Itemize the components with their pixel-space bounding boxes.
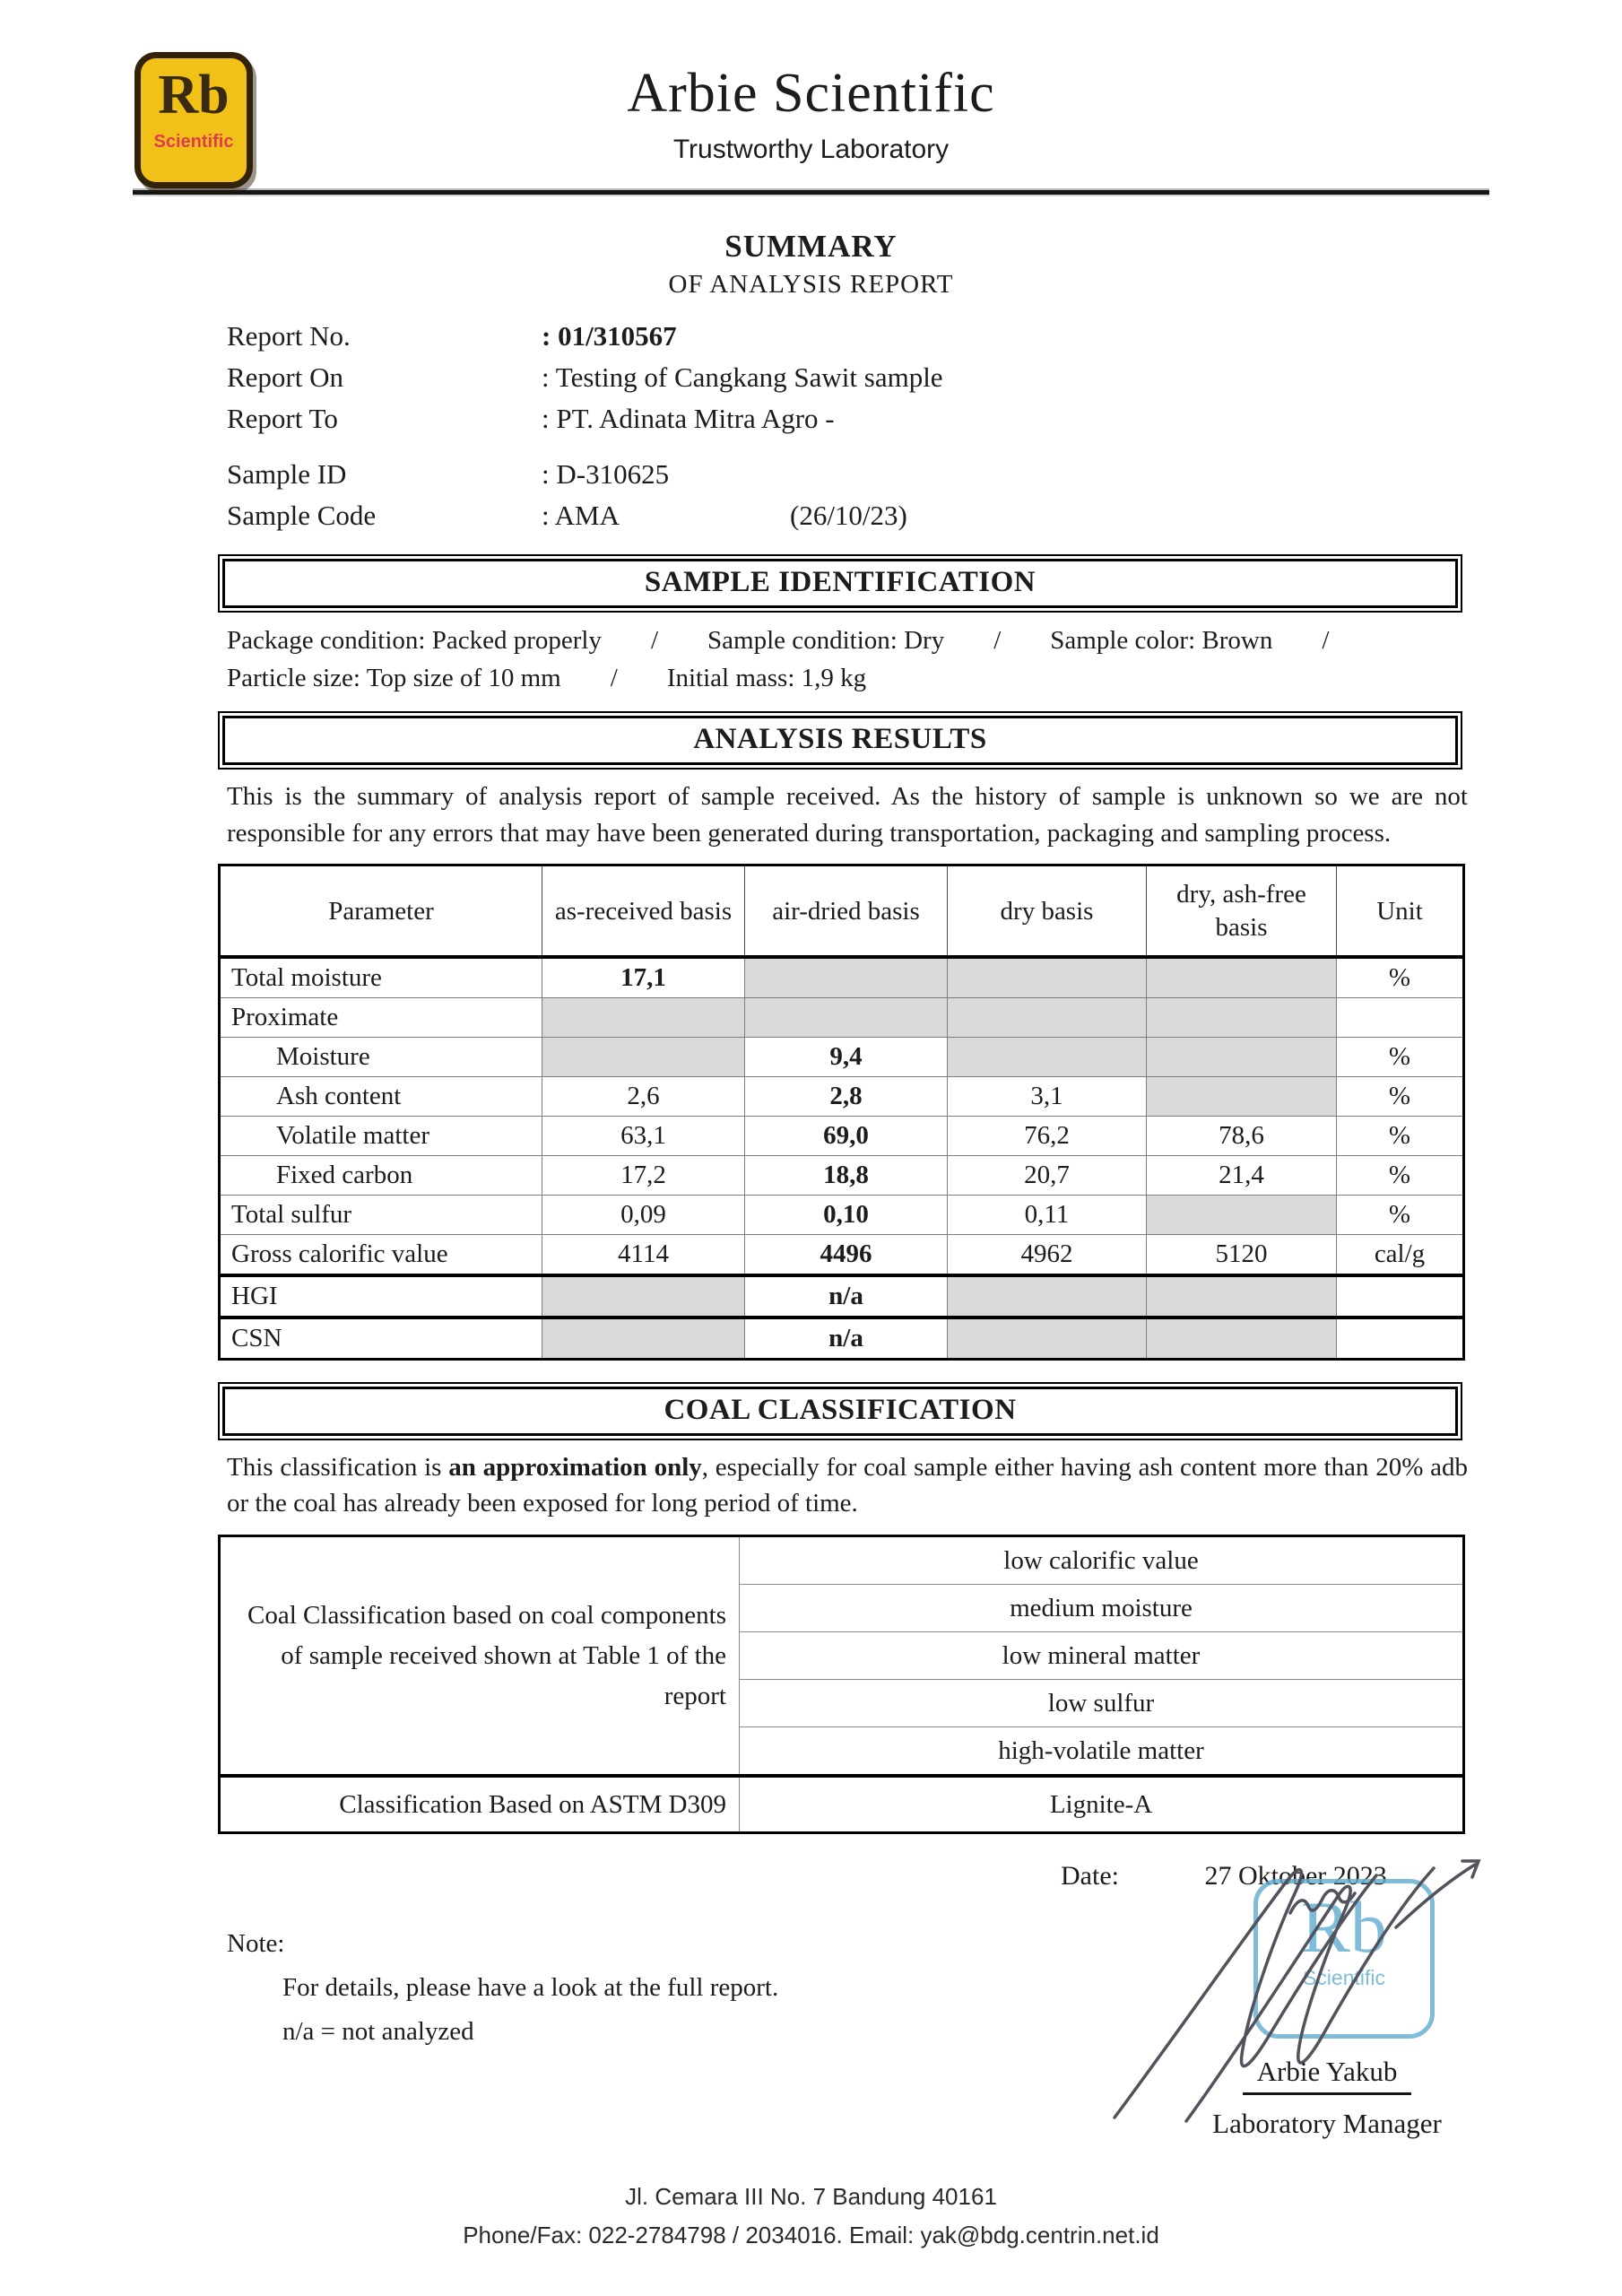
table-row-moisture [220, 1037, 1464, 1076]
sample-identification-title: SAMPLE IDENTIFICATION [222, 559, 1458, 608]
company-title: Arbie Scientific [627, 63, 995, 124]
unit-cell [1337, 997, 1464, 1037]
value-cell: 21,4 [1147, 1155, 1337, 1195]
report-on-value: : Testing of Cangkang Sawit sample [542, 361, 943, 394]
col-parameter: Parameter [220, 865, 542, 957]
unit-cell: % [1337, 1037, 1464, 1076]
na-cell [948, 1275, 1147, 1318]
astm-label-cell: Classification Based on ASTM D309 [220, 1776, 740, 1833]
table-row-ash-content [220, 1076, 1464, 1116]
report-on-label: Report On [227, 361, 344, 394]
col-daf-basis: dry, ash-free basis [1147, 865, 1337, 957]
unit-cell: cal/g [1337, 1234, 1464, 1275]
sample-code-value: : AMA [542, 500, 620, 532]
sample-id-line-1 [227, 622, 1462, 659]
stamp-scientific-label: Scientific [1302, 1966, 1386, 1989]
sample-code-row [227, 495, 1462, 536]
sample-color: Sample color: Brown [1050, 626, 1273, 656]
date-value: 27 Oktober 2023 [1204, 1861, 1387, 1892]
package-condition: Package condition: Packed properly [227, 626, 602, 656]
report-to-value: : PT. Adinata Mitra Agro - [542, 403, 835, 435]
note-line-2: n/a = not analyzed [282, 2017, 474, 2047]
analysis-table [218, 864, 1465, 1361]
value-cell: 0,09 [542, 1195, 745, 1234]
sample-id-label: Sample ID [227, 458, 347, 491]
classification-table [218, 1535, 1465, 1834]
value-cell: 4962 [948, 1234, 1147, 1275]
sample-id-value: : D-310625 [542, 458, 670, 491]
classification-note-bold: an approximation only [448, 1452, 702, 1482]
classification-note-post: , especially for coal sample either having ash content more than 20% adb or the coal has already been exposed for long period of time. [227, 1452, 1469, 1518]
classification-note-pre: This classification is [227, 1452, 449, 1482]
classification-row [220, 1536, 1464, 1585]
value-cell: 5120 [1147, 1234, 1337, 1275]
criterion-calorific: low calorific value [740, 1536, 1464, 1585]
unit-cell: % [1337, 1195, 1464, 1234]
param-cell: Moisture [220, 1037, 542, 1076]
logo-rb-symbol: Rb [158, 65, 230, 126]
coal-classification-title: COAL CLASSIFICATION [222, 1387, 1458, 1436]
value-cell: 0,10 [745, 1195, 948, 1234]
particle-size: Particle size: Top size of 10 mm [227, 664, 561, 693]
na-cell [542, 1037, 745, 1076]
na-cell [1147, 1318, 1337, 1360]
value-cell: 76,2 [948, 1116, 1147, 1155]
classification-astm-row [220, 1776, 1464, 1833]
table-row-fixed-carbon [220, 1155, 1464, 1195]
slash-separator: / [993, 626, 1002, 656]
na-cell [1147, 957, 1337, 998]
col-dry-basis: dry basis [948, 865, 1147, 957]
table-row-volatile-matter [220, 1116, 1464, 1155]
na-cell [948, 997, 1147, 1037]
table-row-hgi [220, 1275, 1464, 1318]
col-air-dried: air-dried basis [745, 865, 948, 957]
criterion-mineral: low mineral matter [740, 1632, 1464, 1680]
classification-basis-cell: Coal Classification based on coal components of sample received shown at Table 1 of the report [220, 1536, 740, 1777]
value-cell: 17,1 [542, 957, 745, 998]
value-cell: 4114 [542, 1234, 745, 1275]
signer-role: Laboratory Manager [1212, 2108, 1442, 2139]
na-cell [948, 1037, 1147, 1076]
sample-id-line-2 [227, 659, 1462, 697]
param-cell: HGI [220, 1275, 542, 1318]
value-cell: 2,6 [542, 1076, 745, 1116]
table-row-gross-calorific-value [220, 1234, 1464, 1275]
report-on-row [227, 357, 1462, 398]
analysis-results-title: ANALYSIS RESULTS [222, 716, 1458, 765]
signer-name-text: Arbie Yakub [1243, 2056, 1412, 2095]
footer-contact: Phone/Fax: 022-2784798 / 2034016. Email: yak@bdg.centrin.net.id [463, 2221, 1159, 2248]
na-cell [1147, 1076, 1337, 1116]
company-subtitle: Trustworthy Laboratory [672, 135, 950, 165]
value-cell: n/a [745, 1318, 948, 1360]
na-cell [745, 997, 948, 1037]
value-cell: 78,6 [1147, 1116, 1337, 1155]
value-cell: n/a [745, 1275, 948, 1318]
sample-code-date: (26/10/23) [790, 500, 907, 532]
table-row-total-sulfur [220, 1195, 1464, 1234]
na-cell [1147, 1195, 1337, 1234]
na-cell [1147, 997, 1337, 1037]
stamp-rb-symbol: Rb [1301, 1886, 1387, 1968]
unit-cell [1337, 1275, 1464, 1318]
report-no-row [227, 316, 1462, 357]
param-cell: Proximate [220, 997, 542, 1037]
report-info [227, 316, 1462, 536]
footer [0, 2178, 1622, 2255]
report-to-row [227, 398, 1462, 439]
param-cell: Ash content [220, 1076, 542, 1116]
coal-classification-box [218, 1382, 1462, 1440]
footer-address: Jl. Cemara III No. 7 Bandung 40161 [625, 2183, 997, 2210]
sample-condition: Sample condition: Dry [707, 626, 945, 656]
sample-identification-details [227, 622, 1462, 697]
param-cell: Fixed carbon [220, 1155, 542, 1195]
na-cell [542, 997, 745, 1037]
initial-mass: Initial mass: 1,9 kg [666, 664, 867, 693]
param-cell: Gross calorific value [220, 1234, 542, 1275]
value-cell: 18,8 [745, 1155, 948, 1195]
classification-note [227, 1449, 1468, 1522]
criterion-moisture: medium moisture [740, 1585, 1464, 1632]
value-cell: 17,2 [542, 1155, 745, 1195]
col-unit: Unit [1337, 865, 1464, 957]
table-row-total-moisture [220, 957, 1464, 998]
company-logo [134, 52, 253, 188]
value-cell: 4496 [745, 1234, 948, 1275]
analysis-disclaimer: This is the summary of analysis report of sample received. As the history of sample is unknown so we are not responsible for any errors that may have been generated during transportation, packaging and sampling process. [227, 782, 1468, 848]
unit-cell: % [1337, 1155, 1464, 1195]
param-cell: Total sulfur [220, 1195, 542, 1234]
table-row-csn [220, 1318, 1464, 1360]
value-cell: 9,4 [745, 1037, 948, 1076]
criterion-sulfur: low sulfur [740, 1680, 1464, 1727]
header-divider [133, 188, 1489, 196]
analysis-header-row [220, 865, 1464, 957]
na-cell [745, 957, 948, 998]
na-cell [542, 1318, 745, 1360]
value-cell: 69,0 [745, 1116, 948, 1155]
slash-separator: / [610, 664, 618, 693]
logo-scientific-label: Scientific [153, 132, 234, 152]
slash-separator: / [650, 626, 659, 656]
value-cell: 0,11 [948, 1195, 1147, 1234]
sample-identification-box [218, 554, 1462, 613]
unit-cell: % [1337, 1116, 1464, 1155]
value-cell: 20,7 [948, 1155, 1147, 1195]
na-cell [948, 1318, 1147, 1360]
unit-cell: % [1337, 957, 1464, 998]
col-as-received: as-received basis [542, 865, 745, 957]
na-cell [948, 957, 1147, 998]
unit-cell: % [1337, 1076, 1464, 1116]
analysis-results-box [218, 711, 1462, 770]
sample-id-row [227, 454, 1462, 495]
sample-code-label: Sample Code [227, 500, 377, 532]
note-label: Note: [227, 1929, 285, 1959]
report-no-label: Report No. [227, 320, 351, 352]
summary-subtitle: OF ANALYSIS REPORT [668, 270, 954, 300]
table-row-proximate [220, 997, 1464, 1037]
signature-stroke [1396, 1861, 1479, 1927]
report-no-value: : 01/310567 [542, 320, 677, 352]
slash-separator: / [1322, 626, 1330, 656]
unit-cell [1337, 1318, 1464, 1360]
astm-value-cell: Lignite-A [740, 1776, 1464, 1833]
na-cell [1147, 1275, 1337, 1318]
na-cell [542, 1275, 745, 1318]
param-cell: Total moisture [220, 957, 542, 998]
note-line-1: For details, please have a look at the full report. [282, 1973, 779, 2003]
value-cell: 63,1 [542, 1116, 745, 1155]
date-label: Date: [1061, 1861, 1119, 1892]
value-cell: 3,1 [948, 1076, 1147, 1116]
report-to-label: Report To [227, 403, 338, 435]
signer-name [1184, 2056, 1470, 2095]
criterion-volatile: high-volatile matter [740, 1727, 1464, 1777]
summary-title: SUMMARY [724, 229, 898, 265]
param-cell: Volatile matter [220, 1116, 542, 1155]
value-cell: 2,8 [745, 1076, 948, 1116]
summary-heading [0, 229, 1622, 300]
param-cell: CSN [220, 1318, 542, 1360]
na-cell [1147, 1037, 1337, 1076]
